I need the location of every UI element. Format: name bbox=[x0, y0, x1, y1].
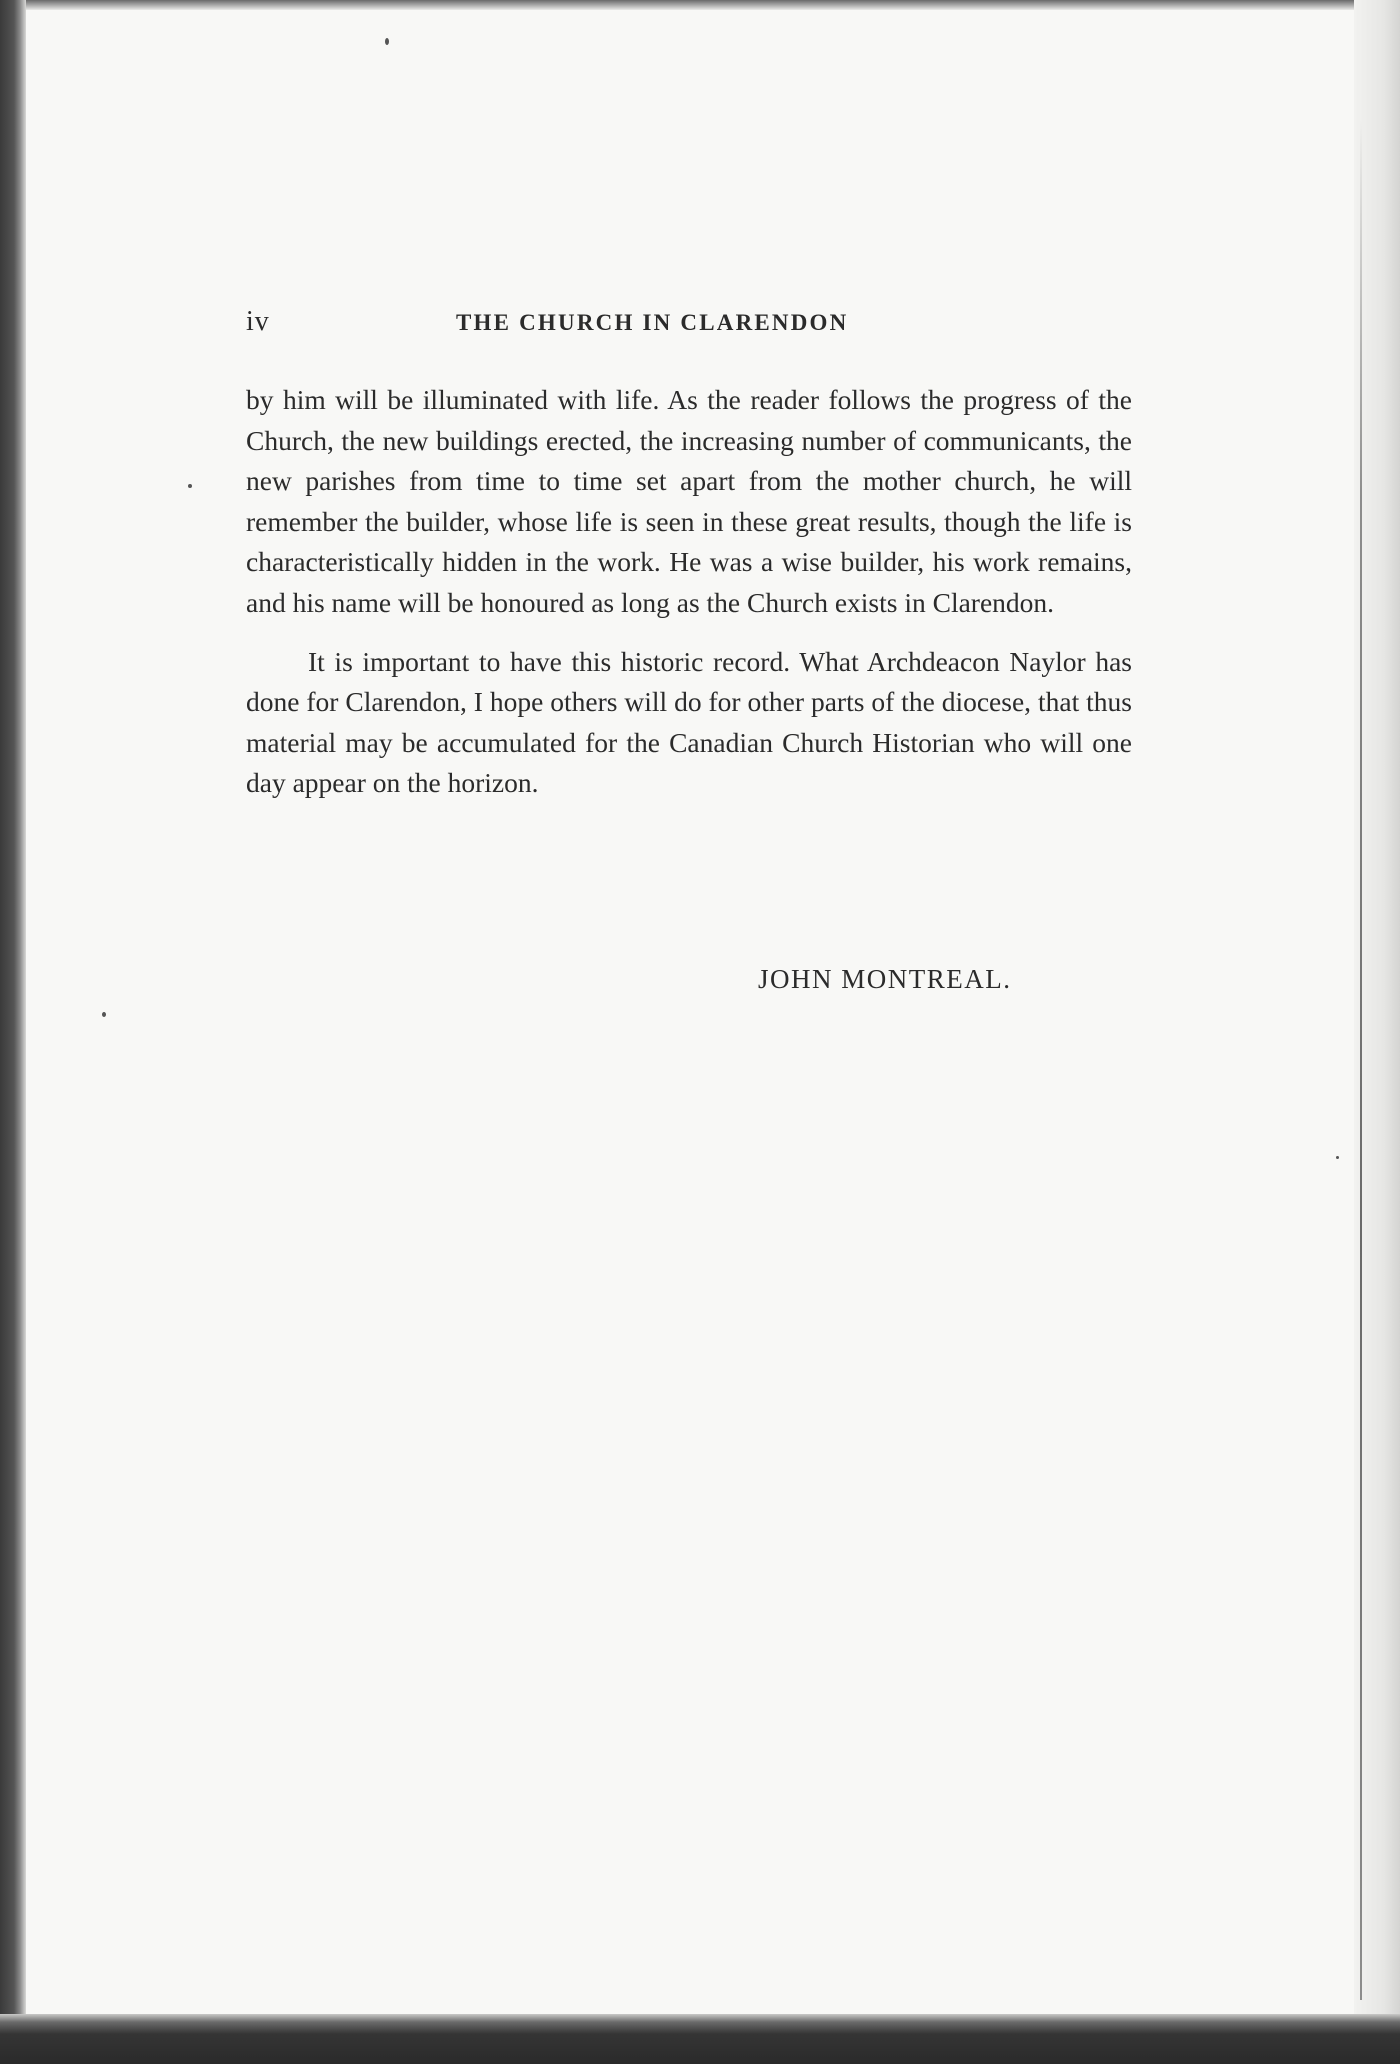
scan-speck bbox=[102, 1012, 106, 1017]
scan-bottom-edge bbox=[0, 2014, 1400, 2064]
paragraph: by him will be illuminated with life. As the reader follows the progress of the Church, the new buildings erected, the increasing number of communicants, the new parishes from time to time set apart from the mother church, he will remember the builder, whose life is seen in these great results, though the life is characteristically hidden in the work. He was a wise builder, his work remains, and his name will be honoured as long as the Church exists in Clarendon. bbox=[246, 384, 1132, 618]
scan-page-fold-line bbox=[1360, 120, 1362, 2000]
scan-speck bbox=[1336, 1156, 1339, 1159]
paragraph: It is important to have this historic record. What Archdeacon Naylor has done for Clarendon, I hope others will do for other parts of the diocese, that thus material may be accumulated for the Canadian Church Historian who will one day appear on the horizon. bbox=[246, 645, 1132, 799]
running-title: THE CHURCH IN CLARENDON bbox=[456, 310, 849, 335]
scan-left-edge bbox=[0, 0, 26, 2064]
running-head bbox=[246, 306, 1126, 342]
body-text bbox=[246, 380, 1132, 804]
signature: JOHN MONTREAL. bbox=[758, 964, 1012, 994]
scan-speck bbox=[385, 38, 389, 45]
page-number: iv bbox=[246, 306, 270, 337]
scan-speck bbox=[188, 484, 192, 488]
scan-top-edge bbox=[0, 0, 1400, 10]
